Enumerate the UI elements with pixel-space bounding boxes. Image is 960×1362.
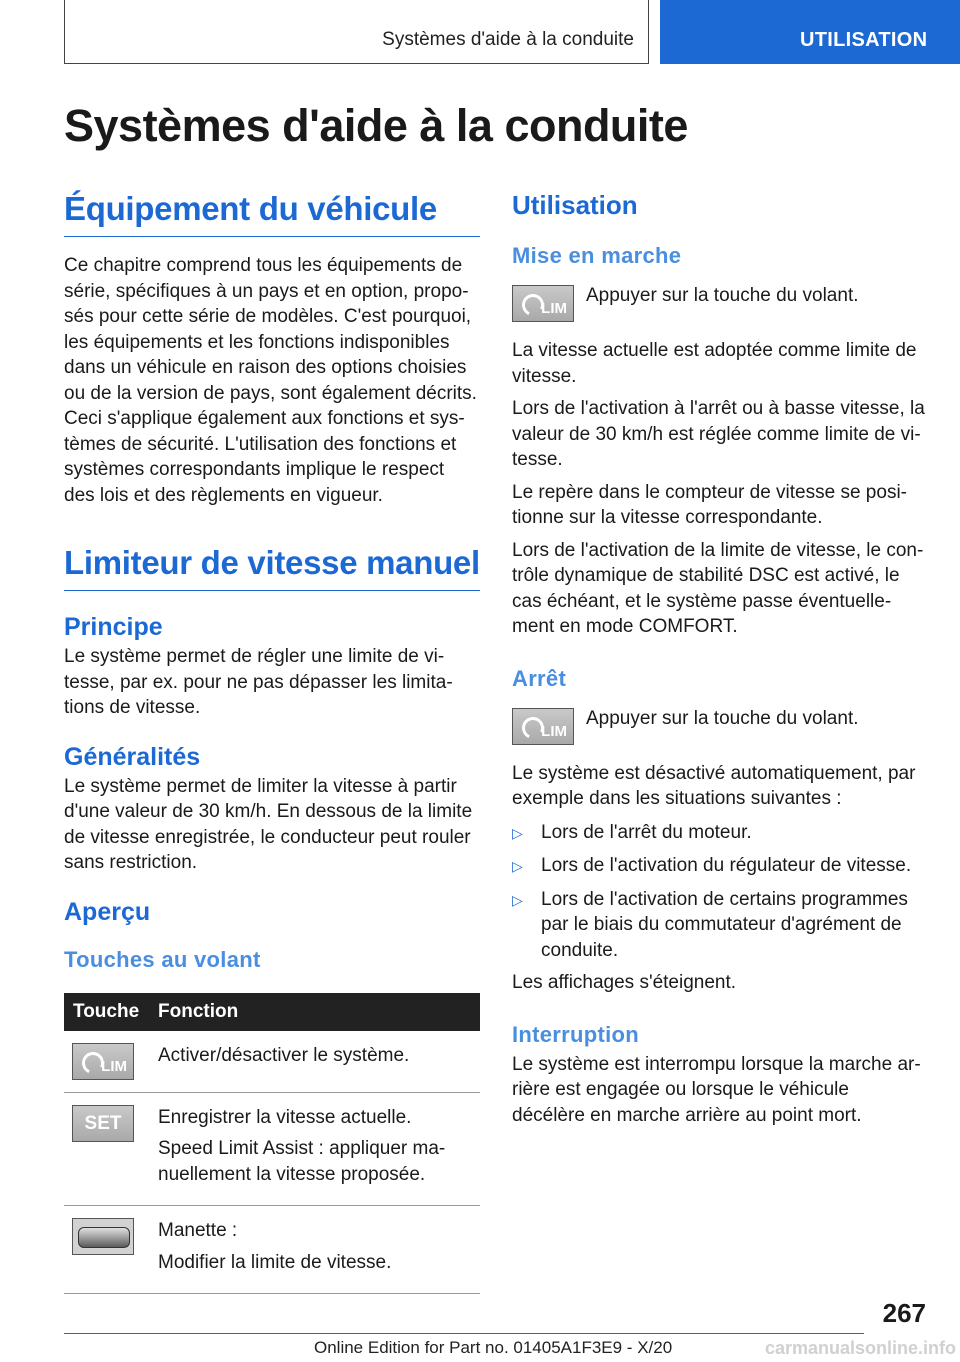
header-section-label: Systèmes d'aide à la conduite [382, 29, 634, 50]
heading-general: Généralités [64, 742, 201, 771]
start-paragraph: Lors de l'activation à l'arrêt ou à basse vitesse, la valeur de 30 km/h est réglée comme limite de vitesse. [512, 398, 925, 470]
heading-interruption: Interruption [512, 1021, 640, 1047]
key-cell [64, 1206, 158, 1294]
set-button-icon: SET [72, 1105, 134, 1142]
general-text: Le système permet de limiter la vitesse à partir d'une valeur de 30 km/h. En dessous de la limite de vitesse enregistrée, le conducteur peut rouler sans restriction. [64, 775, 473, 873]
keys-table-header [64, 993, 480, 1031]
heading-principle: Principe [64, 613, 163, 641]
interruption-text: Le système est interrompu lorsque la marche arrière est engagée ou lorsque le véhicule décélère en marche arrière au point mort. [512, 1053, 921, 1126]
keys-table [64, 993, 480, 1295]
bullet-triangle-icon: ▷ [512, 824, 523, 841]
start-instruction [512, 285, 926, 322]
stop-paragraph: Le système est désactivé automatiquement, par exemple dans les situations suivantes : [512, 762, 916, 809]
function-text: Manette : [158, 1220, 238, 1241]
table-row [64, 1031, 480, 1093]
function-cell [158, 1031, 480, 1093]
key-cell [64, 1031, 158, 1093]
function-cell [158, 1206, 480, 1294]
heading-equipment: Équipement du véhicule [64, 190, 480, 237]
equipment-text: Ce chapitre comprend tous les équipements de série, spécifiques à un pays et en option, proposés pour cette série de modèles. C'est pourquoi, les équipements et les fonctions indisponibles dans un véhicule en raison des options choisies ou de la version de pays, sont également décrits. Ceci s'applique également aux fonctions et systèmes de sécurité. L'utilisation des fonctions et systèmes correspondants implique le respect des lois et des règlements en vigueur. [64, 255, 477, 506]
start-press-text: Appuyer sur la touche du volant. [586, 285, 859, 306]
function-text: Enregistrer la vitesse actuelle. [158, 1106, 412, 1128]
stop-instruction [512, 708, 926, 745]
page-number: 267 [882, 1298, 926, 1328]
heading-stop: Arrêt [512, 665, 567, 691]
footer-edition: Online Edition for Part no. 01405A1F3E9 - X/20 [314, 1338, 673, 1357]
list-item: ▷ Lors de l'activation de certains programmes par le biais du commutateur d'agrément de conduite. [512, 887, 926, 964]
start-paragraph: Le repère dans le compteur de vitesse se positionne sur la vitesse correspondante. [512, 481, 907, 528]
header-chapter-tab [660, 0, 960, 64]
start-paragraph: La vitesse actuelle est adoptée comme limite de vitesse. [512, 340, 917, 387]
table-row [64, 1206, 480, 1294]
stop-press-text: Appuyer sur la touche du volant. [586, 707, 859, 729]
stop-paragraph: Les affichages s'éteignent. [512, 972, 737, 993]
stop-bullet-list [512, 820, 926, 964]
function-cell [158, 1092, 480, 1206]
principle-text: Le système permet de régler une limite de vitesse, par ex. pour ne pas dépasser les limitations de vitesse. [64, 646, 453, 718]
col-key-header: Touche [64, 993, 158, 1031]
start-paragraph: Lors de l'activation de la limite de vitesse, le contrôle dynamique de stabilité DSC est activé, le cas échéant, et le système passe éventuellement en mode COMFORT. [512, 539, 924, 637]
table-row [64, 1092, 480, 1206]
bullet-triangle-icon: ▷ [512, 858, 523, 874]
heading-overview: Aperçu [64, 897, 151, 926]
page-title: Systèmes d'aide à la conduite [64, 100, 688, 151]
rocker-lever-icon [72, 1218, 134, 1255]
lim-button-icon: LIM [512, 285, 574, 322]
lim-button-icon: LIM [512, 708, 574, 745]
bullet-triangle-icon: ▷ [512, 891, 523, 908]
list-item: ▷ Lors de l'activation du régulateur de vitesse. [512, 853, 926, 880]
left-column [64, 190, 480, 1294]
header-chapter-label: UTILISATION [800, 29, 928, 51]
lim-button-icon: LIM [72, 1043, 134, 1080]
function-text: Modifier la limite de vitesse. [158, 1251, 392, 1273]
key-cell [64, 1092, 158, 1206]
right-column [512, 190, 926, 1128]
col-function-header: Fonction [158, 993, 480, 1031]
function-text: Activer/désactiver le système. [158, 1044, 410, 1066]
heading-steering-keys: Touches au volant [64, 946, 261, 972]
watermark: carmanualsonline.info [764, 1338, 956, 1358]
heading-start: Mise en marche [512, 243, 682, 268]
function-text: Speed Limit Assist : appliquer manuellement la vitesse proposée. [158, 1138, 446, 1185]
heading-use: Utilisation [512, 190, 638, 220]
header-section-tab [64, 0, 649, 64]
list-item: ▷ Lors de l'arrêt du moteur. [512, 820, 926, 847]
heading-speed-limiter: Limiteur de vitesse manuel [64, 544, 480, 591]
footer-divider [64, 1333, 864, 1334]
